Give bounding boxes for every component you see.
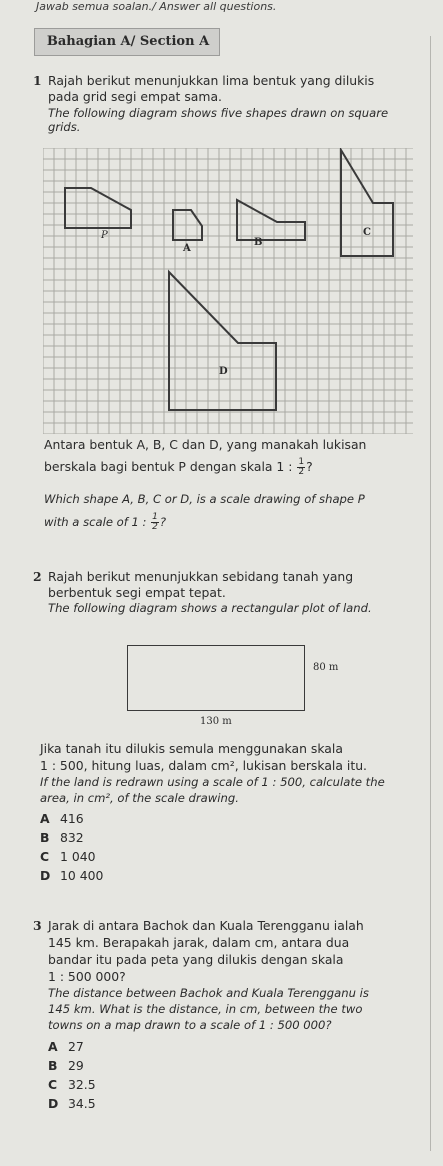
q3-english-line-3: towns on a map drawn to a scale of 1 : 500 000? bbox=[48, 1018, 332, 1032]
option-letter: A bbox=[40, 811, 50, 826]
fraction-numerator: 1 bbox=[298, 457, 305, 467]
option-value: 32.5 bbox=[68, 1077, 96, 1092]
q3-option-c[interactable] bbox=[48, 1075, 96, 1094]
q3-number: 3 bbox=[33, 918, 42, 933]
label-c: C bbox=[363, 227, 371, 238]
option-value: 10 400 bbox=[60, 868, 104, 883]
q2-option-c[interactable] bbox=[40, 847, 95, 866]
label-p: P bbox=[101, 230, 108, 241]
q3-malay-line-2: 145 km. Berapakah jarak, dalam cm, antara dua bbox=[48, 935, 350, 950]
label-a: A bbox=[183, 243, 191, 254]
q3-english-line-2: 145 km. What is the distance, in cm, between the two bbox=[48, 1002, 363, 1016]
option-value: 27 bbox=[68, 1039, 84, 1054]
q1-ask-malay-line-1: Antara bentuk A, B, C dan D, yang manakah lukisan bbox=[44, 437, 367, 452]
q3-option-b[interactable] bbox=[48, 1056, 84, 1075]
shape-d bbox=[169, 272, 276, 410]
q1-number: 1 bbox=[33, 73, 42, 88]
q2-ask-malay-line-2: 1 : 500, hitung luas, dalam cm², lukisan berskala itu. bbox=[40, 758, 367, 773]
option-value: 34.5 bbox=[68, 1096, 96, 1111]
option-letter: A bbox=[48, 1039, 58, 1054]
q3-malay-line-1: Jarak di antara Bachok dan Kuala Terengganu ialah bbox=[48, 918, 364, 933]
option-value: 416 bbox=[60, 811, 84, 826]
q2-malay-line-2: berbentuk segi empat tepat. bbox=[48, 585, 226, 600]
q2-ask-malay-line-1: Jika tanah itu dilukis semula menggunakan skala bbox=[40, 741, 343, 756]
instruction-header: Jawab semua soalan./ Answer all questions. bbox=[36, 0, 277, 13]
q1-ask-english-text: with a scale of 1 : bbox=[44, 515, 147, 529]
q3-option-a[interactable] bbox=[48, 1037, 84, 1056]
q1-fraction-malay bbox=[297, 458, 305, 477]
square-grid bbox=[43, 148, 413, 434]
q2-english-line-1: The following diagram shows a rectangular plot of land. bbox=[48, 601, 372, 615]
question-mark: ? bbox=[306, 459, 313, 474]
q1-ask-malay-line-2 bbox=[44, 458, 313, 477]
margin-rule bbox=[430, 36, 431, 1151]
q2-number: 2 bbox=[33, 569, 42, 584]
land-width-label: 130 m bbox=[200, 716, 232, 727]
q3-option-d[interactable] bbox=[48, 1094, 96, 1113]
shapes-grid-figure bbox=[43, 148, 413, 434]
option-letter: D bbox=[48, 1096, 59, 1111]
q2-ask-english-line-2: area, in cm², of the scale drawing. bbox=[40, 791, 239, 805]
option-letter: C bbox=[48, 1077, 58, 1092]
q1-english-line-1: The following diagram shows five shapes drawn on square bbox=[48, 106, 389, 120]
q3-malay-line-4: 1 : 500 000? bbox=[48, 969, 126, 984]
shape-b bbox=[237, 200, 305, 240]
fraction-denominator: 2 bbox=[298, 467, 305, 477]
option-letter: B bbox=[40, 830, 50, 845]
option-value: 1 040 bbox=[60, 849, 96, 864]
q1-ask-malay-text: berskala bagi bentuk P dengan skala 1 : bbox=[44, 459, 293, 474]
option-letter: D bbox=[40, 868, 51, 883]
option-letter: C bbox=[40, 849, 50, 864]
q1-malay-line-2: pada grid segi empat sama. bbox=[48, 89, 222, 104]
q3-english-line-1: The distance between Bachok and Kuala Terengganu is bbox=[48, 986, 369, 1000]
fraction-numerator: 1 bbox=[152, 512, 158, 522]
section-title: Bahagian A/ Section A bbox=[46, 34, 210, 49]
q2-ask-english-line-1: If the land is redrawn using a scale of 1 : 500, calculate the bbox=[40, 775, 385, 789]
q2-option-b[interactable] bbox=[40, 828, 84, 847]
option-value: 832 bbox=[60, 830, 84, 845]
q1-fraction-english bbox=[151, 513, 159, 532]
section-heading-box bbox=[34, 28, 220, 56]
q1-english-line-2: grids. bbox=[48, 120, 81, 134]
q2-malay-line-1: Rajah berikut menunjukkan sebidang tanah yang bbox=[48, 569, 354, 584]
q2-option-d[interactable] bbox=[40, 866, 103, 885]
q2-option-a[interactable] bbox=[40, 809, 84, 828]
q3-malay-line-3: bandar itu pada peta yang dilukis dengan skala bbox=[48, 952, 344, 967]
land-height-label: 80 m bbox=[313, 662, 339, 673]
q1-malay-line-1: Rajah berikut menunjukkan lima bentuk yang dilukis bbox=[48, 73, 375, 88]
option-value: 29 bbox=[68, 1058, 84, 1073]
question-mark: ? bbox=[159, 515, 167, 529]
q1-ask-english-line-1: Which shape A, B, C or D, is a scale drawing of shape P bbox=[44, 492, 365, 506]
label-b: B bbox=[254, 237, 263, 248]
label-d: D bbox=[219, 366, 228, 377]
land-plot-rectangle bbox=[127, 645, 305, 711]
fraction-denominator: 2 bbox=[152, 522, 158, 532]
option-letter: B bbox=[48, 1058, 58, 1073]
q1-ask-english-line-2 bbox=[44, 513, 166, 532]
